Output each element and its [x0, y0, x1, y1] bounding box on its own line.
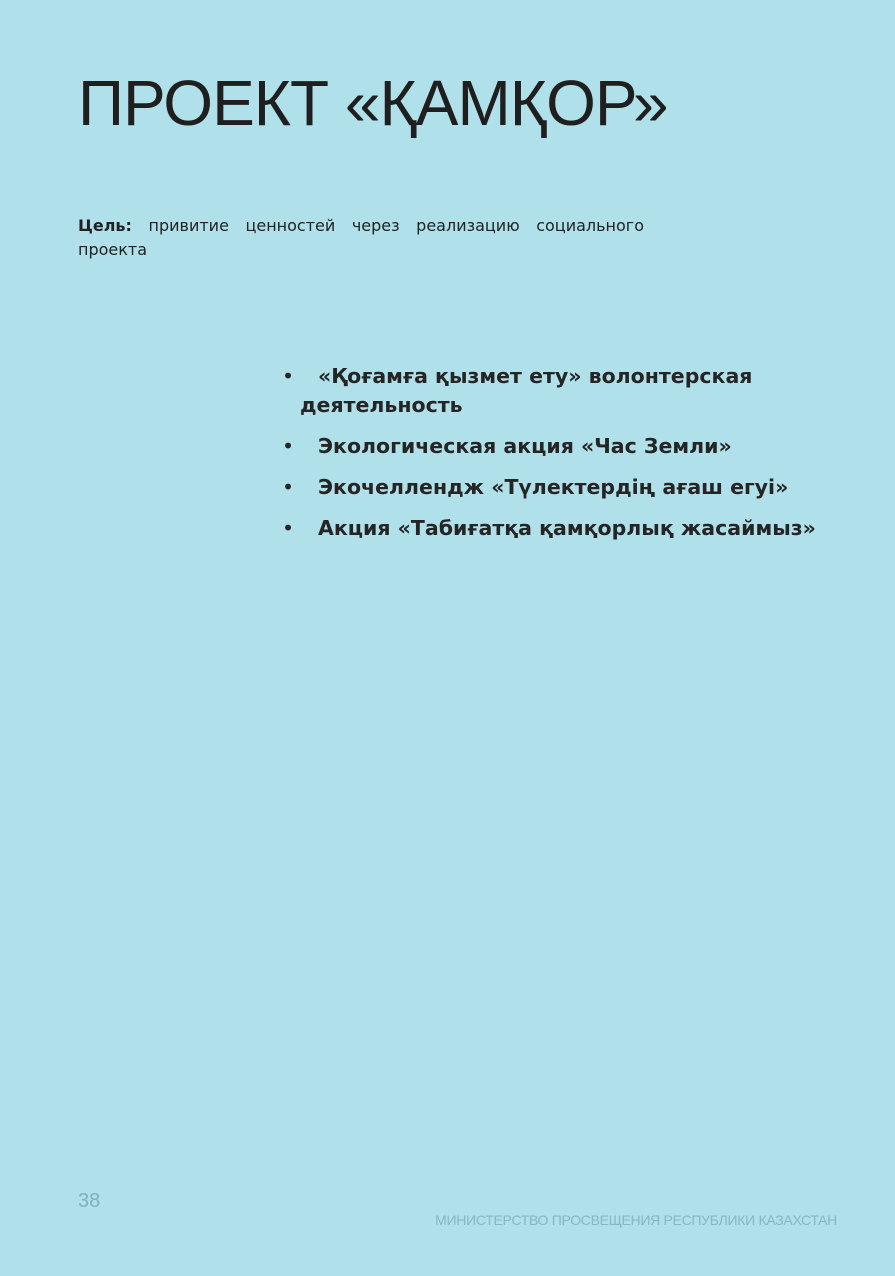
- bullet-icon: •: [282, 364, 295, 388]
- activities-list: [282, 362, 872, 555]
- list-item-text: Акция «Табиғатқа қамқорлық жасаймыз»: [318, 516, 816, 540]
- list-item: [282, 362, 872, 420]
- list-item: [282, 432, 872, 461]
- goal-label: Цель:: [78, 216, 132, 235]
- list-item: [282, 473, 872, 502]
- goal-text: привитие ценностей через реализацию социального проекта: [78, 216, 645, 259]
- list-item-text: Экологическая акция «Час Земли»: [318, 434, 732, 458]
- list-item-text: «Қоғамға қызмет ету» волонтерская: [318, 364, 753, 388]
- page-number: 38: [78, 1190, 101, 1212]
- project-goal: [78, 214, 644, 262]
- bullet-icon: •: [282, 516, 295, 540]
- page-title: ПРОЕКТ «ҚАМҚОР»: [78, 67, 668, 139]
- list-item-text-continued: деятельность: [300, 393, 463, 417]
- footer-ministry: МИНИСТЕРСТВО ПРОСВЕЩЕНИЯ РЕСПУБЛИКИ КАЗАХСТАН: [435, 1212, 837, 1228]
- list-item-text: Экочеллендж «Түлектердің ағаш егуі»: [318, 475, 789, 499]
- list-item: [282, 514, 872, 543]
- bullet-icon: •: [282, 475, 295, 499]
- bullet-icon: •: [282, 434, 295, 458]
